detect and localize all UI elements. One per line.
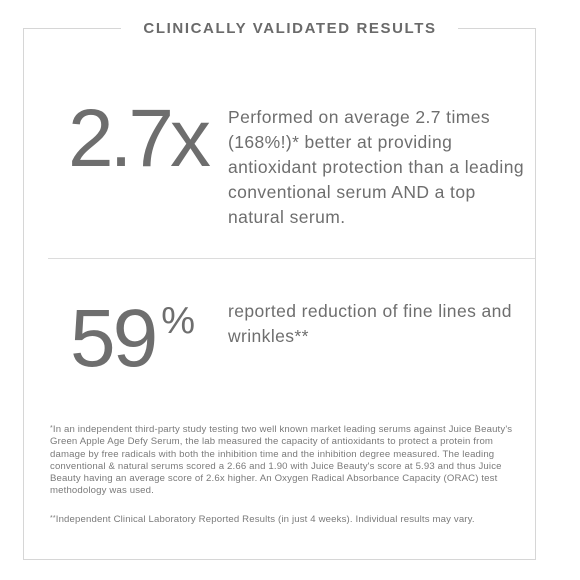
- stat-number-wrinkles: [70, 293, 196, 384]
- footnote-text: Independent Clinical Laboratory Reported Results (in just 4 weeks). Individual results may vary.: [55, 514, 475, 525]
- stat-number-value: 59: [70, 293, 156, 384]
- stat-description-antioxidant: Performed on average 2.7 times (168%!)* better at providing antioxidant protection than a leading conventional serum AND a top natural serum.: [228, 107, 524, 227]
- stat-description-wrinkles: reported reduction of fine lines and wrinkles**: [228, 301, 512, 346]
- footnote-marker: *: [50, 425, 53, 432]
- page-title: CLINICALLY VALIDATED RESULTS: [143, 20, 437, 37]
- stat-number-antioxidant: [68, 93, 207, 184]
- footnote-marker: **: [50, 515, 56, 522]
- percent-sign: %: [161, 300, 196, 342]
- stat-number-value: 2.7x: [68, 93, 207, 184]
- footnote-clinical: [50, 514, 525, 526]
- footnote-text: In an independent third-party study testing two well known market leading serums against Juice Beauty's Green Apple Age Defy Serum, the lab measured the capacity of antioxidants to protect a protein from damage by free radicals with both the inhibition time and the inhibition degree measured. The leading conventional & natural serums scored a 2.66 and 1.90 with Juice Beauty's score at 5.93 and thus Juice Beauty having an average score of 2.6x higher. An Oxygen Radical Absorbance Capacity (ORAC) test methodology was used.: [50, 424, 513, 497]
- section-divider: [48, 258, 535, 259]
- footnote-study: [50, 424, 525, 498]
